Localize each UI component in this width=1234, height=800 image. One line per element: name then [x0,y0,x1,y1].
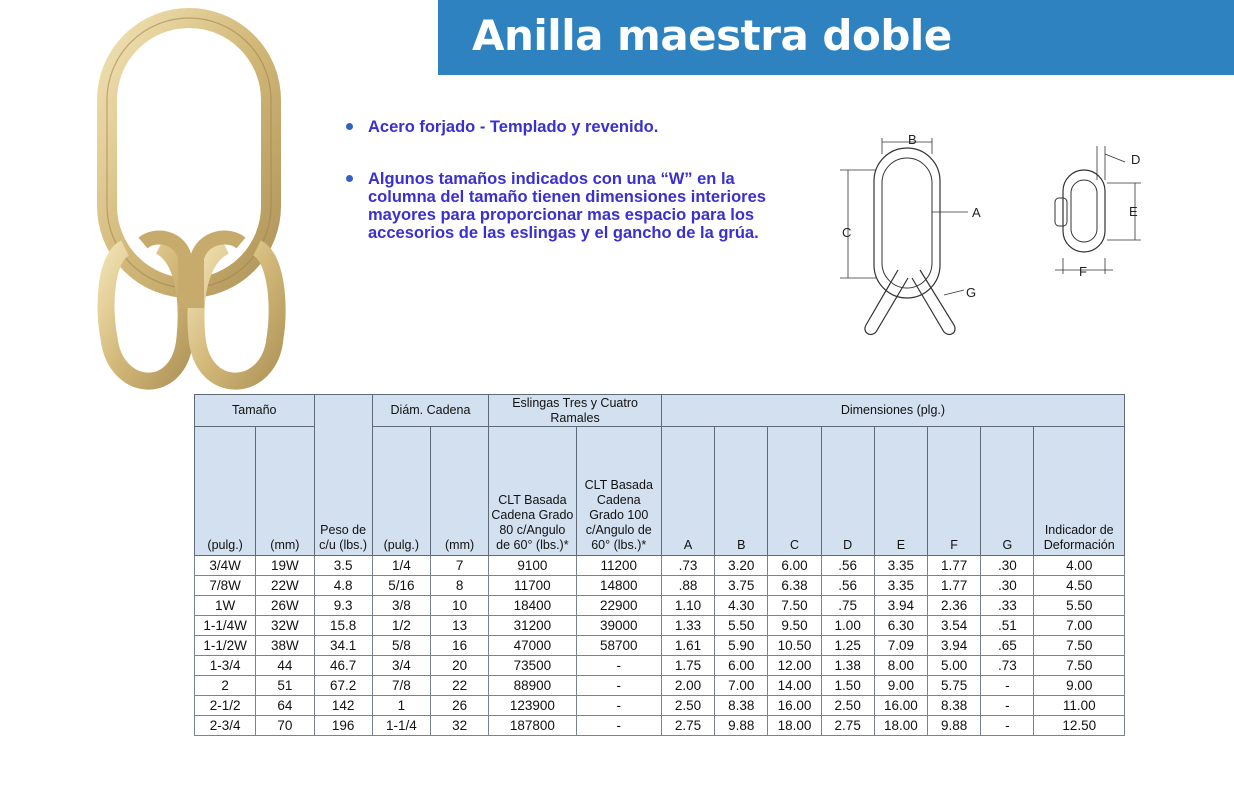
table-cell: 16.00 [768,696,821,716]
table-cell: .30 [981,556,1034,576]
table-cell: 2-3/4 [195,716,256,736]
table-cell: 32W [256,616,314,636]
table-cell: 7/8 [372,676,430,696]
table-cell: 3.35 [874,556,927,576]
table-cell: 1-1/4W [195,616,256,636]
table-cell: .73 [981,656,1034,676]
header-dim-e: E [874,427,927,556]
table-cell: 3.5 [314,556,372,576]
table-cell: 64 [256,696,314,716]
table-cell: 18.00 [874,716,927,736]
table-cell: 1.61 [661,636,714,656]
table-row [195,636,1125,656]
table-cell: 6.30 [874,616,927,636]
header-weight-group [314,395,372,427]
table-cell: 6.00 [768,556,821,576]
table-sub-header-row [195,427,1125,556]
header-clt100: CLT Basada Cadena Grado 100 c/Angulo de 60° (lbs.)* [576,427,661,556]
title-banner [438,0,1234,75]
table-cell: 20 [430,656,488,676]
table-cell: .30 [981,576,1034,596]
table-cell: 1.10 [661,596,714,616]
table-cell: 9100 [489,556,576,576]
table-cell: - [981,716,1034,736]
table-cell: 5.00 [928,656,981,676]
table-cell: 11700 [489,576,576,596]
table-cell: 1.25 [821,636,874,656]
table-cell: 14.00 [768,676,821,696]
header-indicator: Indicador de Deformación [1034,427,1125,556]
table-cell: 11.00 [1034,696,1125,716]
table-row [195,576,1125,596]
table-cell: 10 [430,596,488,616]
header-size: Tamaño [195,395,315,427]
table-cell: - [576,656,661,676]
feature-text: Algunos tamaños indicados con una “W” en la columna del tamaño tienen dimensiones interiores mayores para proporcionar mas espacio para los accesorios de las eslingas y el gancho de la grúa. [368,170,766,242]
specification-table [194,394,1125,736]
header-chain: Diám. Cadena [372,395,488,427]
table-cell: 2.75 [821,716,874,736]
header-size-mm: (mm) [256,427,314,556]
table-cell: 22W [256,576,314,596]
table-cell: 1-1/2W [195,636,256,656]
table-cell: 7.50 [768,596,821,616]
table-cell: 6.38 [768,576,821,596]
table-cell: 11200 [576,556,661,576]
header-weight: Peso de c/u (lbs.) [314,427,372,556]
header-dim-a: A [661,427,714,556]
table-cell: 4.50 [1034,576,1125,596]
table-cell: 15.8 [314,616,372,636]
table-cell: 5.50 [715,616,768,636]
table-cell: - [981,696,1034,716]
table-cell: 9.00 [1034,676,1125,696]
diagram-label-e: E [1129,204,1138,219]
table-cell: 22 [430,676,488,696]
header-dim-c: C [768,427,821,556]
table-cell: 70 [256,716,314,736]
table-cell: 58700 [576,636,661,656]
dimension-diagram-side [1045,140,1155,280]
table-cell: 123900 [489,696,576,716]
header-chain-mm: (mm) [430,427,488,556]
table-cell: 4.8 [314,576,372,596]
diagram-label-f: F [1079,264,1087,279]
header-clt80: CLT Basada Cadena Grado 80 c/Angulo de 60° (lbs.)* [489,427,576,556]
table-cell: 9.00 [874,676,927,696]
table-cell: 22900 [576,596,661,616]
table-cell: 3.20 [715,556,768,576]
table-cell: .33 [981,596,1034,616]
table-cell: 7/8W [195,576,256,596]
table-cell: 1.00 [821,616,874,636]
table-cell: 1W [195,596,256,616]
table-cell: 7.50 [1034,656,1125,676]
table-row [195,556,1125,576]
table-cell: 26W [256,596,314,616]
table-cell: 38W [256,636,314,656]
table-cell: .56 [821,556,874,576]
table-cell: 1/4 [372,556,430,576]
diagram-label-b: B [908,132,917,147]
table-cell: 1.77 [928,556,981,576]
table-cell: 2-1/2 [195,696,256,716]
table-cell: 3/4 [372,656,430,676]
table-cell: 7.00 [1034,616,1125,636]
header-size-in: (pulg.) [195,427,256,556]
table-cell: 5/8 [372,636,430,656]
table-group-header-row [195,395,1125,427]
table-cell: 2.50 [821,696,874,716]
table-cell: 47000 [489,636,576,656]
table-cell: 5/16 [372,576,430,596]
page-title: Anilla maestra doble [472,11,952,60]
table-cell: 67.2 [314,676,372,696]
table-cell: 4.00 [1034,556,1125,576]
table-cell: 5.50 [1034,596,1125,616]
table-cell: 7.09 [874,636,927,656]
table-cell: .51 [981,616,1034,636]
table-cell: 9.88 [928,716,981,736]
table-row [195,716,1125,736]
table-cell: 1.50 [821,676,874,696]
table-cell: 46.7 [314,656,372,676]
table-cell: - [576,696,661,716]
table-cell: 1.75 [661,656,714,676]
table-cell: 196 [314,716,372,736]
table-row [195,656,1125,676]
table-cell: 34.1 [314,636,372,656]
header-dim-f: F [928,427,981,556]
dimension-diagram-front [836,130,996,340]
header-dim-b: B [715,427,768,556]
table-cell: 2.75 [661,716,714,736]
table-cell: 8.38 [928,696,981,716]
table-cell: 3/8 [372,596,430,616]
table-cell: 3/4W [195,556,256,576]
diagram-label-a: A [972,205,981,220]
table-cell: 2 [195,676,256,696]
header-slings: Eslingas Tres y Cuatro Ramales [489,395,662,427]
table-row [195,696,1125,716]
table-cell: 44 [256,656,314,676]
table-cell: 7.50 [1034,636,1125,656]
table-cell: .88 [661,576,714,596]
table-row [195,596,1125,616]
table-cell: 9.88 [715,716,768,736]
diagram-label-c: C [842,225,852,240]
table-cell: .75 [821,596,874,616]
table-cell: 51 [256,676,314,696]
table-cell: 7.00 [715,676,768,696]
feature-list [344,118,794,276]
table-cell: 73500 [489,656,576,676]
table-cell: 1.33 [661,616,714,636]
table-cell: 9.50 [768,616,821,636]
table-cell: 14800 [576,576,661,596]
table-cell: .65 [981,636,1034,656]
table-cell: 18.00 [768,716,821,736]
table-cell: 3.54 [928,616,981,636]
table-cell: .73 [661,556,714,576]
feature-item [344,118,794,136]
table-cell: 2.00 [661,676,714,696]
table-cell: 19W [256,556,314,576]
table-cell: 8 [430,576,488,596]
table-cell: 1-3/4 [195,656,256,676]
table-cell: 13 [430,616,488,636]
table-cell: 3.94 [874,596,927,616]
master-link-product-image [85,8,300,393]
table-cell: 8.38 [715,696,768,716]
table-cell: 5.75 [928,676,981,696]
table-cell: 12.00 [768,656,821,676]
table-cell: 1 [372,696,430,716]
table-cell: - [981,676,1034,696]
table-cell: 26 [430,696,488,716]
table-cell: .56 [821,576,874,596]
table-row [195,616,1125,636]
table-cell: - [576,716,661,736]
header-dim-g: G [981,427,1034,556]
bullet-icon [346,175,353,182]
table-cell: 3.35 [874,576,927,596]
table-cell: 39000 [576,616,661,636]
table-cell: 16.00 [874,696,927,716]
header-dim-d: D [821,427,874,556]
table-row [195,676,1125,696]
table-cell: 9.3 [314,596,372,616]
feature-item [344,170,794,242]
table-cell: 7 [430,556,488,576]
table-cell: 1.77 [928,576,981,596]
table-cell: 12.50 [1034,716,1125,736]
header-dimensions: Dimensiones (plg.) [661,395,1124,427]
table-cell: 1.38 [821,656,874,676]
diagram-label-d: D [1131,152,1141,167]
bullet-icon [346,123,353,130]
table-cell: - [576,676,661,696]
table-cell: 31200 [489,616,576,636]
table-cell: 88900 [489,676,576,696]
table-cell: 32 [430,716,488,736]
table-cell: 8.00 [874,656,927,676]
table-cell: 10.50 [768,636,821,656]
table-cell: 187800 [489,716,576,736]
table-cell: 142 [314,696,372,716]
table-cell: 2.50 [661,696,714,716]
table-cell: 1-1/4 [372,716,430,736]
table-cell: 2.36 [928,596,981,616]
table-cell: 6.00 [715,656,768,676]
table-body [195,556,1125,736]
table-cell: 1/2 [372,616,430,636]
diagram-label-g: G [966,285,977,300]
header-chain-in: (pulg.) [372,427,430,556]
table-cell: 4.30 [715,596,768,616]
table-cell: 5.90 [715,636,768,656]
feature-text: Acero forjado - Templado y revenido. [368,118,659,136]
table-cell: 3.94 [928,636,981,656]
table-cell: 18400 [489,596,576,616]
table-cell: 16 [430,636,488,656]
table-cell: 3.75 [715,576,768,596]
